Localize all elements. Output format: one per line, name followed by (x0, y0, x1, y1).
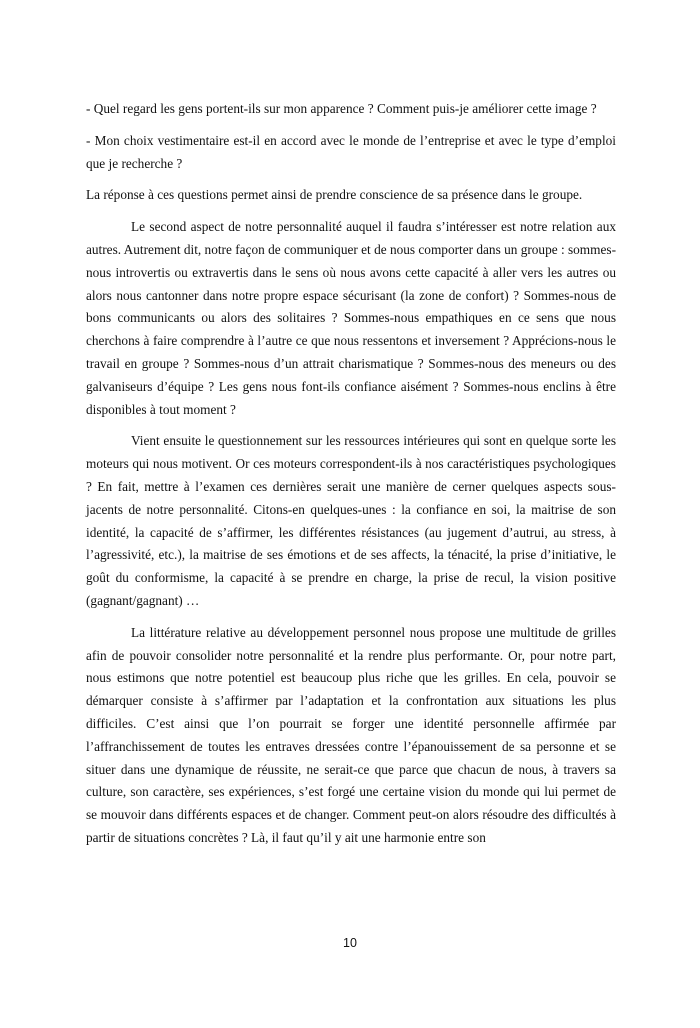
question-paragraph-appearance: - Quel regard les gens portent-ils sur mon apparence ? Comment puis-je améliorer cette image ? (86, 101, 597, 116)
body-paragraph-literature: La littérature relative au développement personnel nous propose une multitude de grilles afin de pouvoir consolider notre personnalité et la rendre plus performante. Or, pour notre part, nous estimons que notre potentiel est beaucoup plus riche que les grilles. En cela, pouvoir se démarquer consiste à s’affirmer par l’adaptation et la confrontation aux situations les plus difficiles. C’est ainsi que l’on pourrait se forger une identité personnelle affirmée par l’affranchissement de toutes les entraves dressées contre l’épanouissement de sa personne et se situer dans une dynamique de réussite, ne serait-ce que parce que chacun de nous, à travers sa culture, son caractère, ses expériences, s’est forgé une certaine vision du monde qui lui permet de se mouvoir dans différents espaces et de changer. Comment peut-on alors résoudre des difficultés à partir de situations concrètes ? Là, il faut qu’il y ait une harmonie entre son (86, 624, 616, 845)
body-paragraph-relation: Le second aspect de notre personnalité auquel il faudra s’intéresser est notre relation aux autres. Autrement dit, notre façon de communiquer et de nous comporter dans un groupe : sommes-nous introvertis ou extravertis dans le sens où nous avons cette capacité à aller vers les autres ou alors nous cantonner dans notre propre espace sécurisant (la zone de confort) ? Sommes-nous de bons communicants ou alors des solitaires ? Sommes-nous empathiques en ce sens que nous cherchons à faire comprendre à l’autre ce que nous ressentons et inversement ? Apprécions-nous le travail en groupe ? Sommes-nous d’un attrait charismatique ? Sommes-nous des meneurs ou des galvaniseurs d’équipe ? Les gens nous font-ils confiance aisément ? Sommes-nous enclins à être disponibles à tout moment ? (86, 219, 616, 417)
document-body (86, 98, 616, 859)
question-paragraph-clothing: - Mon choix vestimentaire est-il en accord avec le monde de l’entreprise et avec le type d’emploi que je recherche ? (86, 132, 616, 171)
conclusion-paragraph: La réponse à ces questions permet ainsi de prendre conscience de sa présence dans le groupe. (86, 187, 583, 203)
page-number: 10 (343, 936, 357, 950)
body-paragraph-resources: Vient ensuite le questionnement sur les ressources intérieures qui sont en quelque sorte les moteurs qui nous motivent. Or ces moteurs correspondent-ils à nos caractéristiques psychologiques ? En fait, mettre à l’examen ces dernières serait une manière de cerner quelques aspects sous-jacents de notre personnalité. Citons-en quelques-unes : la confiance en soi, la maitrise de son identité, la capacité de s’affirmer, les différentes résistances (au jugement d’autrui, au stress, à l’agressivité, etc.), la maitrise de ses émotions et de ses affects, la ténacité, la prise d’initiative, le goût du conformisme, la capacité à se prendre en charge, la prise de recul, la vision positive (gagnant/gagnant) … (86, 433, 616, 608)
